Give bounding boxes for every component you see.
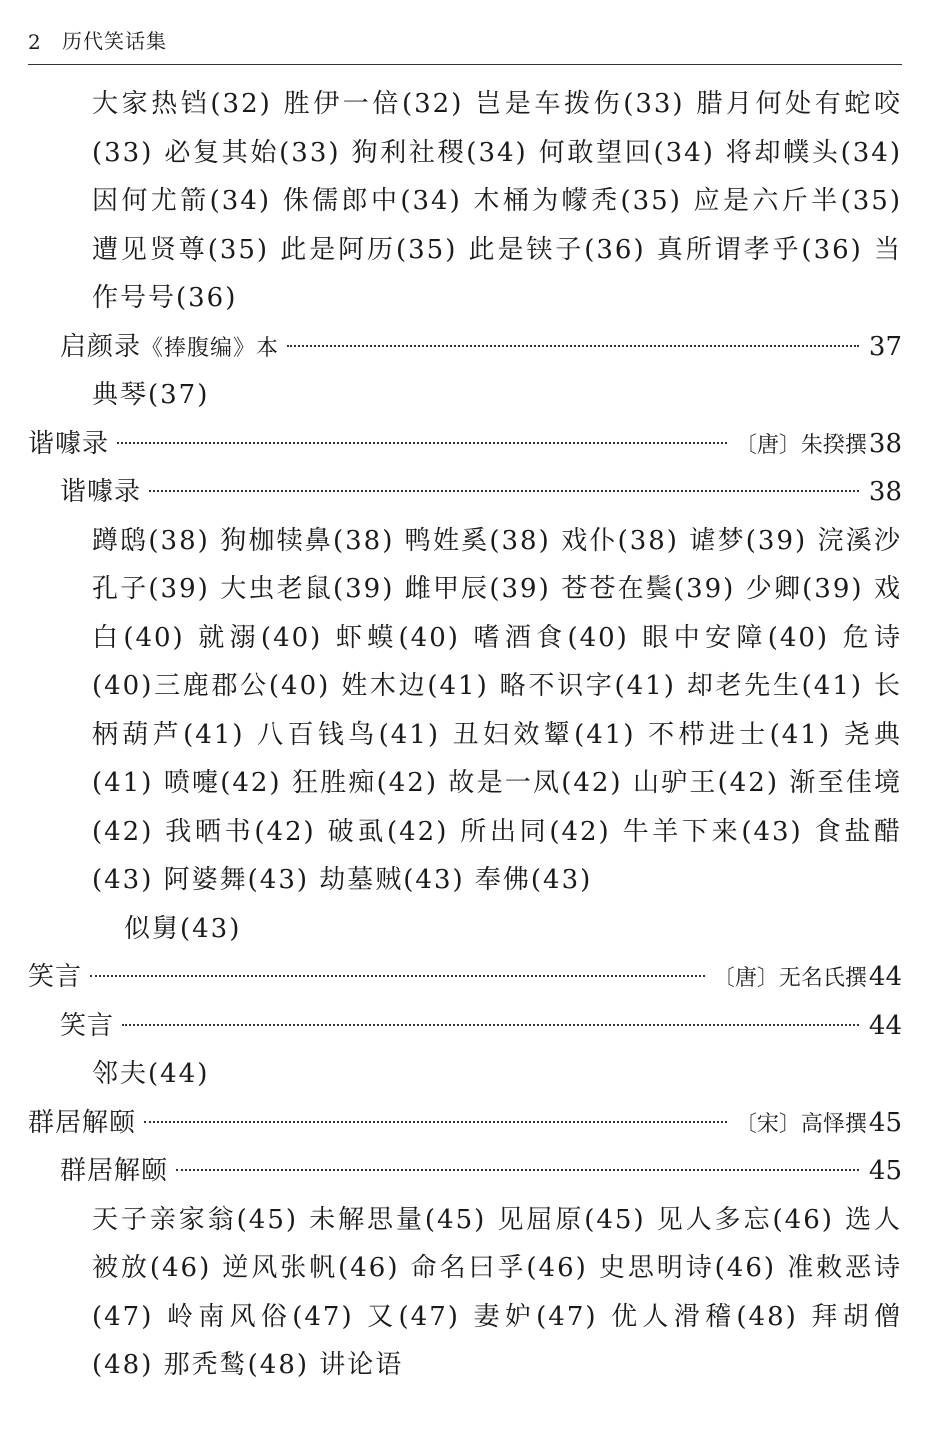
- dot-leader: [122, 1024, 859, 1026]
- toc-page-number: 38: [868, 477, 902, 507]
- toc-page-number: 37: [868, 331, 902, 362]
- entry-list: 蹲鸱(38) 狗枷犊鼻(38) 鸭姓奚(38) 戏仆(38) 谑梦(39) 浣溪沙孔子(39) 大虫老鼠(39) 雌甲辰(39) 苍苍在鬓(39) 少卿(39) 戏白(40) 就溺(40) 虾蟆(40) 嗜酒食(40) 眼中安障(40) 危诗(40)三鹿郡公(40) 姓木边(41) 略不识字(41) 却老先生(41) 长柄葫芦(41) 八百钱鸟(41) 丑妇效颦(41) 不栉进士(41) 尧典(41) 喷嚏(42) 狂胜痴(42) 故是一凤(42) 山驴王(42) 渐至佳境(42) 我晒书(42) 破虱(42) 所出同(42) 牛羊下来(43) 食盐醋(43) 阿婆舞(43) 劫墓贼(43) 奉佛(43): [92, 525, 902, 895]
- toc-subentry[interactable]: [60, 468, 902, 517]
- toc-subentry[interactable]: [60, 1002, 902, 1051]
- toc-subentry-title: 群居解颐: [60, 1156, 169, 1186]
- toc-author: 〔唐〕朱揆撰: [734, 432, 867, 458]
- toc-page-number: 45: [868, 1107, 902, 1138]
- toc-page-number: 44: [868, 962, 902, 992]
- toc-page-number: 44: [868, 1010, 902, 1041]
- running-book-title: 历代笑话集: [62, 29, 167, 53]
- dot-leader: [90, 975, 705, 977]
- toc-entry-title: 群居解颐: [28, 1107, 137, 1138]
- entry-list: 天子亲家翁(45) 未解思量(45) 见屈原(45) 见人多忘(46) 选人被放(46) 逆风张帆(46) 命名曰孚(46) 史思明诗(46) 准敕恶诗(47) 岭南风俗(47) 又(47) 妻妒(47) 优人滑稽(48) 拜胡僧(48) 那秃鹙(48) 讲论语: [92, 1204, 902, 1380]
- toc-subentry[interactable]: [60, 323, 902, 372]
- toc-author: 〔宋〕高怿撰: [734, 1111, 867, 1137]
- entry-list: 典琴(37): [92, 380, 210, 410]
- toc-page-number: 45: [868, 1156, 902, 1186]
- toc-subentry-title: 启颜录: [60, 331, 142, 362]
- dot-leader: [287, 345, 859, 347]
- edition-note: 《捧腹编》本: [141, 335, 280, 361]
- entry-list: 邻夫(44): [92, 1059, 210, 1089]
- toc-entry[interactable]: [28, 420, 902, 469]
- toc-content: [28, 80, 902, 1390]
- running-header: [28, 24, 902, 65]
- toc-subentry-title: 笑言: [60, 1010, 115, 1041]
- toc-entry[interactable]: [28, 953, 902, 1002]
- entry-list: 大家热铛(32) 胜伊一倍(32) 岂是车拨伤(33) 腊月何处有蛇咬(33) 必复其始(33) 狗利社稷(34) 何敢望回(34) 将却幞头(34) 因何尤箭(34) 侏儒郎中(34) 木桶为幪秃(35) 应是六斤半(35) 遭见贤尊(35) 此是阿历(35) 此是铗子(36) 真所谓孝乎(36) 当作号号(36): [92, 89, 902, 313]
- page-number: 2: [28, 30, 41, 54]
- toc-author: 〔唐〕无名氏撰: [712, 966, 867, 991]
- dot-leader: [176, 1169, 859, 1171]
- toc-entry-title: 谐噱录: [28, 428, 110, 459]
- toc-subentry[interactable]: [60, 1147, 902, 1196]
- toc-entry-title: 笑言: [28, 962, 83, 992]
- entry-list: 似舅(43): [124, 913, 242, 944]
- dot-leader: [144, 1121, 727, 1123]
- toc-entry[interactable]: [28, 1099, 902, 1148]
- dot-leader: [117, 442, 727, 444]
- toc-page-number: 38: [868, 428, 902, 459]
- toc-subentry-title: 谐噱录: [60, 477, 142, 507]
- dot-leader: [149, 490, 859, 492]
